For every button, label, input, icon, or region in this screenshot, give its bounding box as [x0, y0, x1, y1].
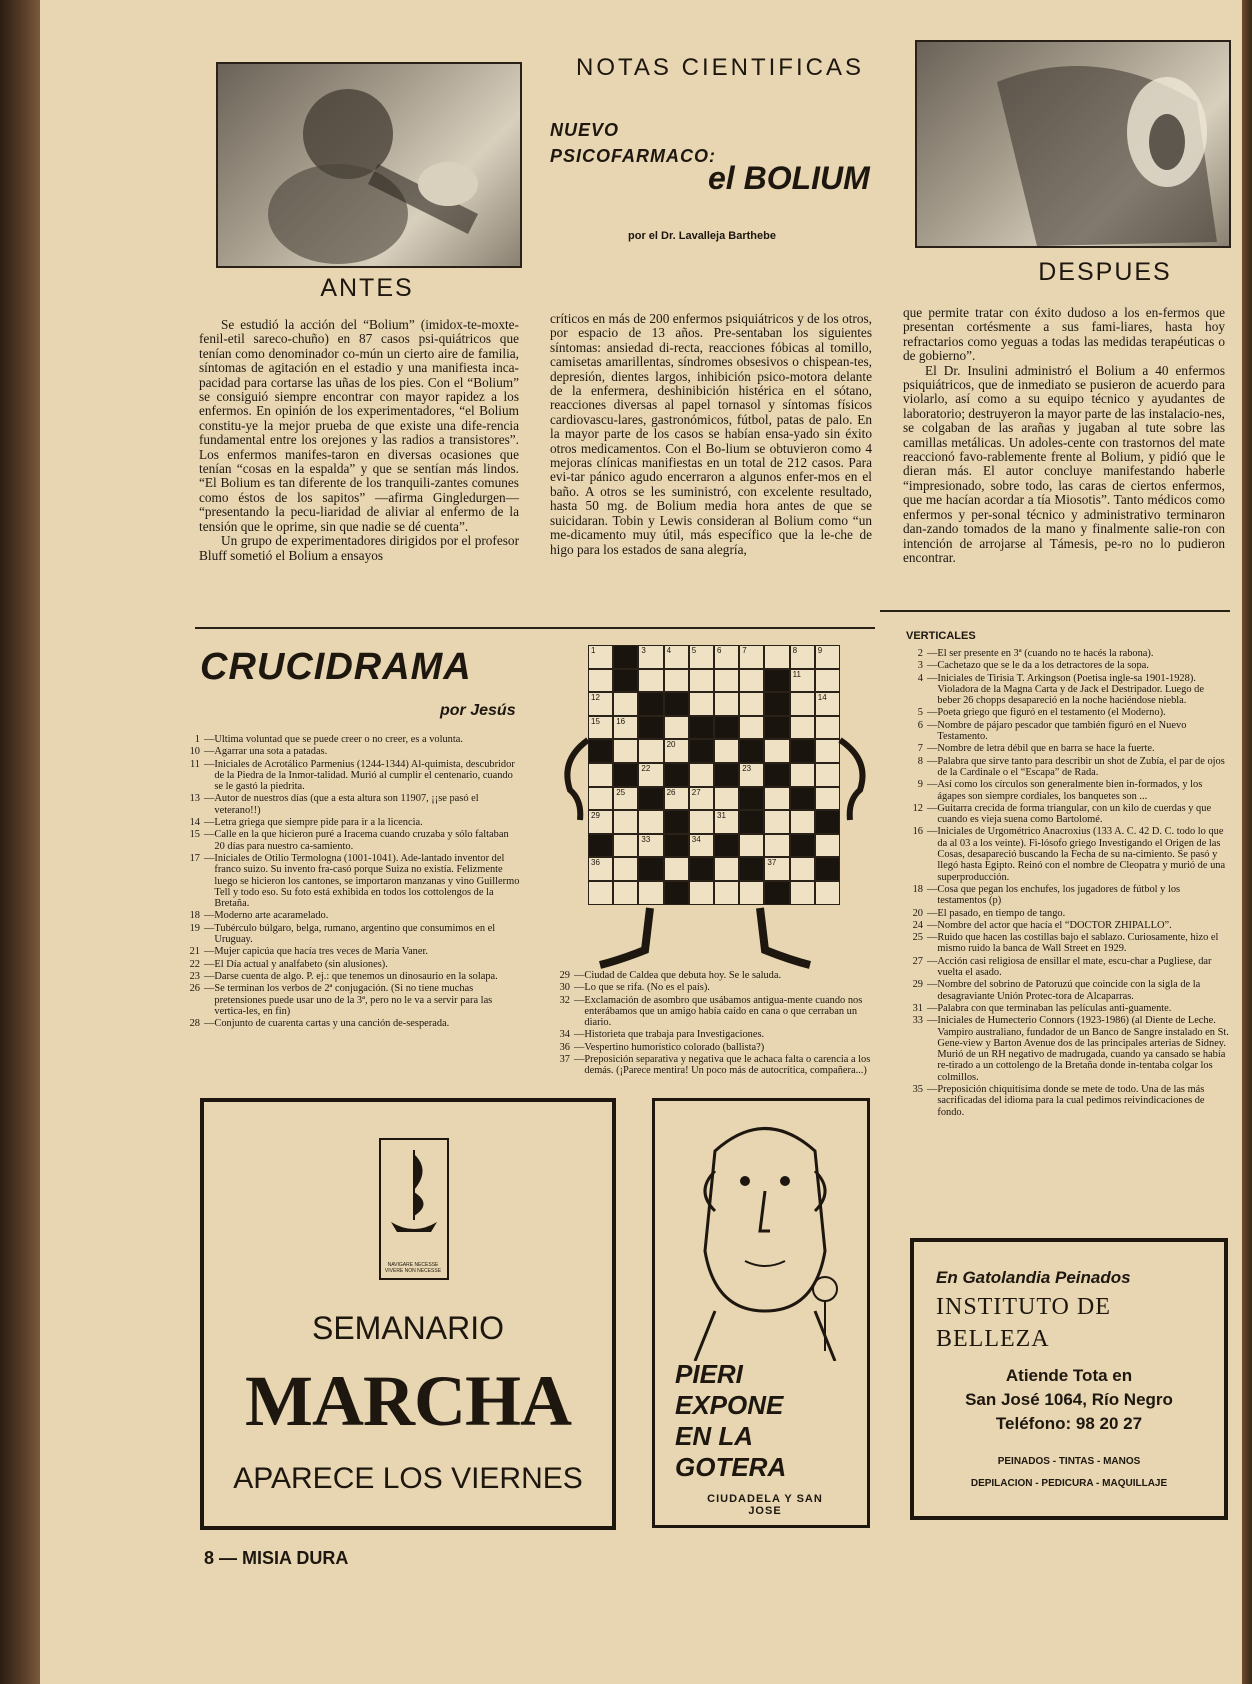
clue-text: Así como los círculos son generalmente bien in-formados, y los ágapes son siempre cordiales, los banquetes son ... [937, 779, 1203, 802]
paragraph: Un grupo de experimentadores dirigidos por el profesor Bluff sometió el Bolium a ensayos [199, 533, 519, 563]
clue-dash: — [204, 758, 215, 770]
clue-number: 33 [912, 1015, 923, 1027]
clue-dash: — [204, 958, 215, 970]
crossword-clue [893, 979, 1229, 1002]
clue-number: 29 [912, 979, 923, 991]
clue-dash: — [927, 660, 938, 672]
cell-number: 12 [591, 693, 600, 703]
clue-text: El pasado, en tiempo de tango. [937, 907, 1066, 919]
ad-line: EN LA [675, 1421, 753, 1451]
ad-line: DEPILACION - PEDICURA - MAQUILLAJE [970, 1478, 1168, 1489]
crossword-clue [540, 982, 880, 993]
clue-number: 14 [189, 817, 200, 829]
clue-text: Nombre del actor que hacía el “DOCTOR ZHIPALLO”. [937, 919, 1172, 931]
paragraph: Se estudió la acción del “Bolium” (imidox-te-moxte-fenil-etil sareco-chuño) en 87 casos psi-quiátricos que tenían como denominador co-mún un cierto aire de familia, síntomas de agitación en el estadio y una manifiesta inca-pacidad para cortarse las uñas de los pies. Con el “Bolium” se consiguió siempre encontrar con mayor rapidez a los enfermos. En opinión de los experimentadores, “el Bolium constitu-ye la mejor prueba de que existe una dife-rencia fundamental entre los orejones y las radios a transistores”. Los enfermos manifes-taron en diversas ocasiones que tenían “cosas en la espalda” y que se sentían más lindos. “El Bolium es tan diferente de los tranquili-zantes comunes como éstos de los sapitos” —afirma Gingledurgen— “presentando la pecu-liaridad de aliviar al enfermo de la tensión que le oprime, sin que nadie se dé cuenta”. [199, 317, 519, 534]
vertical-clues [893, 648, 1229, 1119]
crossword-clue [893, 707, 1229, 718]
clue-dash: — [927, 883, 938, 895]
article-column-3 [903, 306, 1225, 565]
clue-number: 8 [917, 755, 923, 767]
clue-text: Poeta griego que figuró en el testamento (el Moderno). [937, 707, 1166, 719]
cell-number: 9 [817, 646, 823, 655]
clue-text: El Día actual y analfabeto (sin alusiones). [214, 958, 388, 970]
ad-line: INSTITUTO DE [936, 1294, 1111, 1320]
ad-line-semanario: SEMANARIO [311, 1310, 505, 1346]
paragraph: que permite tratar con éxito dudoso a los en-fermos que presentan cortésmente a sus fami-liares, hasta hoy refractarios como yeguas a todas las medidas terapéuticas o de gobierno”. [903, 305, 1225, 364]
clue-text: Se terminan los verbos de 2ª conjugación. (Si no tiene muchas pretensiones puede usar uno de la 3ª, pero no le va a servir para las vertica-les, en fin) [214, 983, 493, 1017]
horizontal-clues-continued [540, 970, 880, 1078]
crossword-clue [893, 779, 1229, 802]
ad-line: Teléfono: 98 20 27 [995, 1414, 1143, 1433]
cell-number: 36 [591, 858, 600, 868]
crossword-clue [893, 908, 1229, 919]
cell-number: 7 [742, 646, 747, 655]
crossword-clue [893, 803, 1229, 826]
clue-text: Tubérculo búlgaro, belga, rumano, argentino que consumimos en el Uruguay. [214, 922, 496, 946]
clue-dash: — [204, 910, 215, 922]
crossword-clue [893, 932, 1229, 955]
ad-line: San José 1064, Río Negro [965, 1390, 1173, 1409]
clue-text: Lo que se rifa. (No es el país). [584, 982, 710, 994]
footer-separator: — [219, 1548, 238, 1568]
clue-text: Acción casi religiosa de ensillar el mate, escu-char a Pugliese, dar vuelta el asado. [937, 955, 1212, 979]
clue-text: Iniciales de Humecterio Connors (1923-1986) (al Diente de Leche. Vampiro australiano, fundador de un Banco de Sangre instalado en St. Gene-view y Barton Avenue dos de las principales arterias de Sidney. Murió de un RH negativo de madrugada, cuando ya cansado se había re-tirado a un cottolengo de la Bretaña donde in-tentaba colgar los colmillos. [937, 1015, 1229, 1083]
crossword-clue [893, 884, 1229, 907]
ad-line-aparece: APARECE LOS VIERNES [233, 1462, 583, 1495]
clue-dash: — [927, 672, 938, 684]
clue-text: Moderno arte acaramelado. [214, 910, 329, 922]
clue-number: 5 [917, 707, 923, 719]
clue-text: Palabra con que terminaban las películas anti-guamente. [937, 1002, 1172, 1014]
clue-number: 4 [917, 672, 923, 684]
clue-text: Historieta que trabaja para Investigaciones. [584, 1029, 765, 1041]
clue-dash: — [927, 979, 938, 991]
ship-icon [381, 1140, 447, 1250]
clue-dash: — [927, 1002, 938, 1014]
cell-number: 37 [767, 858, 777, 868]
ad-pieri [652, 1098, 870, 1528]
clue-dash: — [204, 829, 215, 841]
crossword-clue [170, 759, 520, 793]
clue-dash: — [204, 852, 215, 864]
crossword-clue [170, 983, 520, 1017]
ad-line: PIERI [675, 1359, 743, 1389]
clue-text: Agarrar una sota a patadas. [214, 746, 328, 758]
clue-number: 15 [189, 829, 200, 841]
clue-dash: — [204, 1018, 215, 1030]
clue-number: 35 [912, 1083, 923, 1095]
crossword-clue [170, 910, 520, 921]
clue-text: El ser presente en 3ª (cuando no te hacés la rabona). [937, 648, 1154, 659]
crossword-clue [540, 1042, 880, 1053]
clue-number: 11 [189, 758, 200, 770]
kicker-nuevo: NUEVO [550, 120, 620, 140]
clue-text: Preposición chiquitísima donde se mete de todo. Una de las más sacrificadas del idioma para la cual pedimos reivindicaciones de fondo. [937, 1083, 1205, 1118]
ad-pieri-address: CIUDADELA Y SAN JOSE [707, 1493, 823, 1517]
clue-number: 34 [559, 1029, 570, 1041]
clue-number: 17 [189, 852, 200, 864]
book-binding [0, 0, 40, 1684]
clue-dash: — [574, 1041, 585, 1053]
cell-number: 27 [691, 787, 701, 797]
clue-dash: — [927, 755, 938, 767]
ad-pieri-text [675, 1359, 786, 1483]
clue-number: 6 [917, 719, 923, 731]
clue-number: 18 [189, 910, 200, 922]
crossword-clue [893, 1015, 1229, 1083]
verticales-title: VERTICALES [906, 630, 976, 642]
clue-dash: — [574, 1054, 585, 1066]
cell-number: 22 [641, 764, 651, 773]
clue-dash: — [927, 1015, 938, 1027]
crossword-clue [893, 743, 1229, 754]
clue-number: 28 [189, 1018, 200, 1030]
cell-number: 14 [817, 693, 827, 703]
clue-text: Mujer capicúa que hacía tres veces de María Vaner. [214, 946, 428, 958]
clue-text: Guitarra crecida de forma triangular, con un kilo de cuerdas y que cuando es vieja suena como Bartolomé. [937, 802, 1212, 826]
clue-dash: — [204, 734, 215, 745]
cell-number: 5 [691, 646, 697, 655]
crossword-clue [893, 826, 1229, 882]
cell-number: 6 [717, 646, 722, 655]
crossword-clue [170, 959, 520, 970]
clue-dash: — [574, 982, 585, 994]
clue-number: 24 [912, 919, 923, 931]
clue-dash: — [574, 1029, 585, 1041]
clue-number: 32 [559, 994, 570, 1006]
crossword-clue [540, 970, 880, 981]
clue-dash: — [927, 743, 938, 755]
clue-number: 22 [189, 958, 200, 970]
ship-emblem-icon [379, 1138, 449, 1280]
crossword-clue [893, 673, 1229, 707]
clue-dash: — [204, 746, 215, 758]
page-footer [204, 1548, 348, 1569]
cell-number: 8 [792, 646, 798, 655]
cell-number: 16 [616, 716, 626, 726]
clue-dash: — [204, 946, 215, 958]
divider-rule [880, 610, 1230, 612]
cell-number: 15 [591, 716, 600, 726]
clue-text: Cachetazo que se le da a los detractores de la sopa. [937, 660, 1149, 672]
clue-dash: — [927, 826, 938, 838]
clue-number: 26 [189, 983, 200, 995]
clue-text: Calle en la que hicieron puré a Iracema cuando cruzaba y sólo faltaban 20 días para nuestro ca-samiento. [214, 829, 509, 852]
crossword-clue [893, 1003, 1229, 1014]
clue-number: 25 [912, 932, 923, 944]
clue-dash: — [204, 983, 215, 995]
cell-number: 29 [591, 811, 600, 821]
crossword-clue [170, 734, 520, 745]
clue-number: 7 [917, 743, 923, 755]
clue-text: Vespertino humorístico colorado (ballista?) [584, 1041, 765, 1053]
crossword-figure-limbs [540, 640, 890, 980]
crossword-clue [893, 1084, 1229, 1118]
clue-number: 16 [912, 826, 923, 838]
clue-dash: — [927, 1083, 938, 1095]
ad-line: En Gatolandia Peinados [936, 1268, 1131, 1287]
cell-number: 3 [641, 646, 646, 655]
clue-number: 31 [912, 1002, 923, 1014]
cell-number: 4 [666, 646, 672, 655]
clue-text: Letra griega que siempre pide para ir a la licencia. [214, 817, 423, 829]
clue-text: Autor de nuestros días (que a esta altura son 11907, ¡¡se pasó el veterano!!) [214, 793, 479, 816]
cell-number: 23 [742, 764, 752, 773]
crossword-clue [170, 746, 520, 757]
clue-text: Ultima voluntad que se puede creer o no creer, es a volunta. [214, 734, 463, 745]
cell-number: 31 [717, 811, 726, 821]
crossword-clue [893, 956, 1229, 979]
clue-number: 1 [194, 734, 200, 745]
crossword-title: CRUCIDRAMA [200, 646, 472, 688]
clue-number: 37 [559, 1054, 570, 1066]
byline: por el Dr. Lavalleja Barthebe [628, 230, 776, 242]
paragraph: El Dr. Insulini administró el Bolium a 40 enfermos psiquiátricos, que de inmediato se pusieron de acuerdo para violarlo, así como a su equipo técnico y ayudantes de laboratorio; destruyeron la mayor parte de las instalacio-nes, se colgaban de las arañas y jugaban al tute sobre las camillas metálicas. Un adoles-cente con trastornos del mate reaccionó favo-rablemente frente al Bolium, y pidió que le dieran más. El autor concluye manifestando haberle “impresionado, sobre todo, las caras de ciertos enfermos, que me hacían acordar a tía Miosotis”. Tanto médicos como enfermos y per-sonal técnico y administrativo terminaron dan-zando tomados de la mano y finalmente salie-ron con intención de arrojarse al Támesis, pe-ro no lo pudieron encontrar. [903, 362, 1225, 565]
clue-number: 10 [189, 746, 200, 758]
crossword-clue [893, 720, 1229, 743]
clue-number: 30 [559, 982, 570, 994]
crossword-clue [170, 853, 520, 909]
clue-number: 29 [559, 970, 570, 981]
clue-number: 9 [917, 779, 923, 791]
clue-number: 19 [189, 922, 200, 934]
crossword-clue [170, 946, 520, 957]
cell-number: 20 [666, 740, 676, 750]
crossword-author: por Jesús [440, 702, 516, 719]
clue-dash: — [927, 648, 938, 659]
caption-before: ANTES [320, 274, 414, 302]
magazine-name: MISIA DURA [242, 1548, 349, 1568]
clue-number: 3 [917, 660, 923, 672]
ad-line: Atiende Tota en [1005, 1366, 1133, 1385]
clue-dash: — [927, 932, 938, 944]
clue-text: Ciudad de Caldea que debuta hoy. Se le saluda. [584, 970, 782, 981]
crossword-clue [170, 829, 520, 852]
clue-text: Nombre del sobrino de Patoruzú que coincide con la sigla de la desagraviante Unión Protec-tora de Alcaparras. [937, 979, 1201, 1002]
ad-line: PEINADOS - TINTAS - MANOS [997, 1456, 1141, 1467]
photo-monkey-after [915, 40, 1231, 248]
crossword-clue [893, 660, 1229, 671]
clue-number: 2 [917, 648, 923, 659]
clue-text: Iniciales de Urgométrico Anacroxius (133 A. C. 42 D. C. todo lo que da al 03 a los veinte). Fi-lósofo griego Investigando el Origen de las Cosas, desapareció buscando la Fecha de su na-cimiento. Se pasó y llegó hasta Egipto. Reinó con el nombre de Cleopatra y murió de una superproducción. [937, 826, 1226, 883]
article-column-1 [199, 318, 519, 563]
crossword-clue [540, 1029, 880, 1040]
clue-dash: — [204, 922, 215, 934]
article-column-2 [550, 312, 872, 557]
section-title: NOTAS CIENTIFICAS [576, 54, 864, 81]
crossword-clue [540, 1054, 880, 1077]
ad-line-marcha: MARCHA [245, 1361, 571, 1441]
clue-dash: — [927, 907, 938, 919]
clue-dash: — [204, 817, 215, 829]
clue-number: 12 [912, 802, 923, 814]
clue-dash: — [927, 919, 938, 931]
clue-text: Preposición separativa y negativa que le achaca falta o carencia a los demás. (¡Parece mentira! Un poco más de autocrítica, compañera...) [584, 1054, 871, 1077]
clue-dash: — [574, 970, 585, 981]
emblem-motto: NAVIGARE NECESSE VIVERE NON NECESSE [384, 1262, 442, 1274]
clue-dash: — [927, 719, 938, 731]
clue-text: Darse cuenta de algo. P. ej.: que tenemos un dinosaurio en la solapa. [214, 970, 498, 982]
clue-number: 13 [189, 793, 200, 805]
crossword-clue [893, 756, 1229, 779]
crossword-clue [540, 995, 880, 1029]
horizontal-clues [170, 734, 520, 1030]
photo-monkey-before [216, 62, 522, 268]
crossword-clue [170, 793, 520, 816]
caption-after: DESPUES [1038, 258, 1172, 286]
clue-dash: — [204, 970, 215, 982]
ad-line: GOTERA [675, 1452, 787, 1482]
cartoon-face-illustration [675, 1111, 855, 1361]
cell-number: 26 [666, 787, 676, 797]
clue-text: Palabra que sirve tanto para describir un shot de Zubía, el par de ojos de la Cardinale o el “Escapa” de Rada. [937, 755, 1225, 778]
cell-number: 25 [616, 787, 626, 797]
cell-number: 34 [691, 834, 701, 844]
crossword-clue [170, 817, 520, 828]
article-title: el BOLIUM [708, 160, 870, 196]
cell-number: 1 [591, 646, 596, 655]
ad-line: EXPONE [675, 1390, 784, 1420]
clue-text: Conjunto de cuarenta cartas y una canción de-sesperada. [214, 1018, 450, 1030]
page-number: 8 [204, 1548, 215, 1568]
clue-text: Exclamación de asombro que usábamos antigua-mente cuando nos enterábamos que un amigo había caído en cana o que cerraban un diario. [584, 994, 863, 1029]
page-edge [1242, 0, 1252, 1684]
clue-number: 27 [912, 955, 923, 967]
clue-text: Iniciales de Acrotálico Parmenius (1244-1344) Al-quimista, descubridor de la Piedra de la Inmor-talidad. Murió al cumplir el centenario, cuando se le gastó la piedrita. [214, 758, 515, 793]
clue-number: 21 [189, 946, 200, 958]
crossword-clue [893, 648, 1229, 659]
clue-dash: — [927, 707, 938, 719]
clue-number: 36 [559, 1041, 570, 1053]
cell-number: 33 [641, 834, 651, 844]
ad-instituto-belleza [910, 1238, 1228, 1520]
clue-number: 20 [912, 907, 923, 919]
clue-dash: — [204, 793, 215, 805]
ad-line: BELLEZA [936, 1326, 1050, 1352]
clue-text: Ruido que hacen las costillas bajo el sablazo. Curiosamente, hizo el mismo ruido la banca de Wall Street en 1929. [937, 932, 1219, 955]
divider-rule [195, 627, 875, 629]
clue-number: 23 [189, 970, 200, 982]
clue-text: Cosa que pegan los enchufes, los jugadores de fútbol y los testamentos (p) [937, 883, 1181, 907]
clue-dash: — [927, 802, 938, 814]
ad-semanario-marcha [200, 1098, 616, 1530]
clue-text: Iniciales de Tirisia T. Arkingson (Poetisa ingle-sa 1901-1928). Violadora de la Magna Carta y de Jack el Destripador. Luego de beber 26 chopps desapareció en la noche haciéndose niebla. [937, 672, 1204, 707]
clue-text: Nombre de letra débil que en barra se hace la fuerte. [937, 743, 1155, 755]
kicker-psicofarmaco: PSICOFARMACO: [550, 146, 716, 166]
cell-number: 11 [792, 669, 801, 679]
crossword-clue [893, 920, 1229, 931]
clue-text: Iniciales de Otilio Termologna (1001-1041). Ade-lantado inventor del franco suizo. Su invento fra-casó porque Suiza no existía. Felizmente luego se hicieron los cantones, se importaron manzanas y vino Guillermo Tell y todo eso. Su foto está exhibida en todos los cottolengos de la Bretaña. [214, 852, 520, 910]
clue-dash: — [927, 955, 938, 967]
clue-dash: — [574, 994, 585, 1006]
clue-dash: — [927, 779, 938, 791]
clue-text: Nombre de pájaro pescador que también figuró en el Nuevo Testamento. [937, 719, 1187, 743]
crossword-clue [170, 971, 520, 982]
clue-number: 18 [912, 883, 923, 895]
crossword-clue [170, 923, 520, 946]
paragraph: críticos en más de 200 enfermos psiquiátricos y de los otros, por espacio de 13 años. Pre-sentaban los siguientes síntomas: ansiedad di-recta, reacciones fóbicas al tomillo, camisetas amarillentas, síndromes obsesivos o chispean-tes, depresión, dientes largos, inhibición psico-motora delante de la enfermera, deshinibición histérica en el sótano, reacciones diversas al papel tornasol y síntomas físicos cardiovascu-lares, gastronómicos, fútbol, patas de palo. En la mayor parte de los casos se habían ensa-yado sin éxito otros medicamentos. Con el Bo-lium se obtuvieron como 4 mejoras clínicas manifiestas en un total de 212 casos. Para evi-tar pánico agudo encerraron a algunos enfer-mos en el baño. A otros se les suministró, con excelente resultado, hasta 50 mg. de Bolium media hora antes de que se suicidaran. Tobin y Lewis consideran al Bolium como “un me-dicamento muy útil, más específico que la le-che de higo para los estados de sana alegría, [550, 311, 872, 557]
crossword-clue [170, 1018, 520, 1029]
